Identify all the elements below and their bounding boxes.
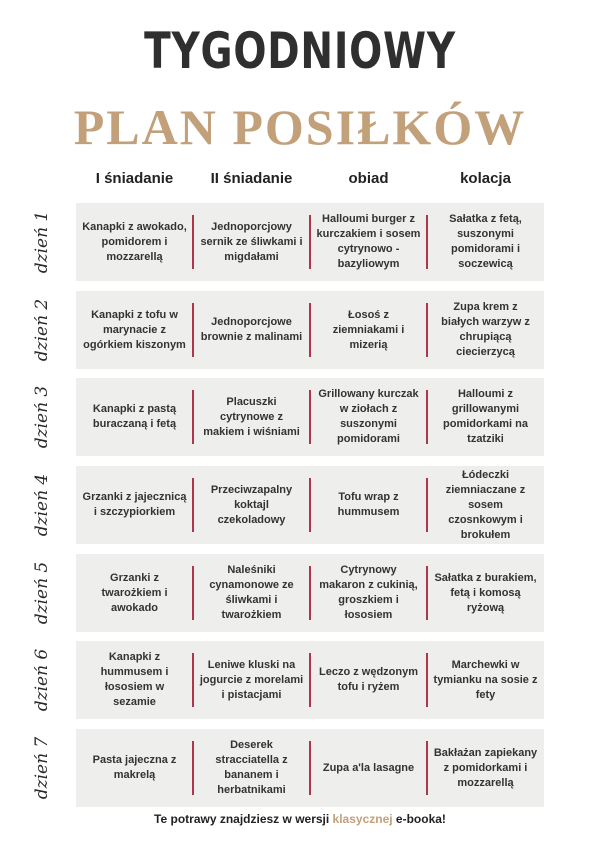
column-header-dinner: kolacja	[460, 170, 511, 187]
column-header-breakfast: I śniadanie	[95, 170, 174, 187]
footer-text-before: Te potrawy znajdziesz w wersji	[154, 812, 333, 826]
meal-cell: Grzanki z jajecznicą i szczypiorkiem	[82, 491, 187, 518]
meal-row	[76, 641, 544, 719]
meal-cell: Placuszki cytrynowe z makiem i wiśniami	[203, 395, 300, 438]
meal-cell: Przeciwzapalny koktajl czekoladowy	[210, 483, 293, 526]
meal-row	[76, 729, 544, 807]
footer-note	[0, 812, 600, 826]
meal-cell: Kanapki z hummusem i łososiem w sezamie	[100, 651, 169, 708]
meal-cell: Kanapki z pastą buraczaną i fetą	[92, 403, 177, 430]
meal-cell: Naleśniki cynamonowe ze śliwkami i twarożkiem	[209, 564, 294, 621]
meal-cell: Leniwe kluski na jogurcie z morelami i pistacjami	[199, 658, 304, 701]
meal-cell: Cytrynowy makaron z cukinią, groszkiem i łososiem	[319, 564, 418, 621]
meal-cell: Kanapki z awokado, pomidorem i mozzarellą	[82, 220, 187, 263]
day-label-text: dzień 7	[32, 736, 52, 800]
column-header-lunch: obiad	[348, 170, 389, 187]
meal-cell: Sałatka z burakiem, fetą i komosą ryżową	[434, 571, 537, 614]
day-label	[12, 378, 72, 456]
day-label	[12, 641, 72, 719]
meal-cell: Grzanki z twarożkiem i awokado	[101, 571, 168, 614]
meal-cell: Pasta jajeczna z makrelą	[92, 754, 177, 781]
meal-cell: Łódeczki ziemniaczane z sosem czosnkowym i brokułem	[445, 468, 526, 541]
meal-cell: Halloumi burger z kurczakiem i sosem cytrynowo - bazyliowym	[316, 213, 421, 270]
day-label-text: dzień 6	[32, 648, 52, 712]
day-label	[12, 291, 72, 369]
meal-cell: Łosoś z ziemniakami i mizerią	[332, 308, 405, 351]
day-label	[12, 203, 72, 281]
day-label-text: dzień 2	[32, 298, 52, 362]
meal-row	[76, 203, 544, 281]
meal-cell: Deserek stracciatella z bananem i herbatnikami	[215, 739, 288, 796]
meal-row	[76, 466, 544, 544]
meal-cell: Jednoporcjowy sernik ze śliwkami i migdałami	[200, 220, 303, 263]
meal-row	[76, 554, 544, 632]
title-line-2: PLAN POSIŁKÓW	[73, 99, 527, 155]
column-header-second-breakfast: II śniadanie	[210, 170, 293, 187]
meal-row	[76, 291, 544, 369]
column-headers	[76, 170, 544, 190]
day-label	[12, 729, 72, 807]
meal-cell: Bakłażan zapiekany z pomidorkami i mozzarellą	[433, 746, 538, 789]
meal-cell: Kanapki z tofu w marynacie z ogórkiem kiszonym	[83, 308, 186, 351]
meal-cell: Grillowany kurczak w ziołach z suszonymi pomidorami	[318, 388, 419, 445]
day-label-text: dzień 4	[32, 473, 52, 537]
meal-cell: Zupa krem z białych warzyw z chrupiącą ciecierzycą	[441, 301, 530, 358]
day-label	[12, 466, 72, 544]
meal-cell: Jednoporcjowe brownie z malinami	[200, 316, 303, 343]
meal-cell: Marchewki w tymianku na sosie z fety	[433, 658, 538, 701]
meal-cell: Leczo z wędzonym tofu i ryżem	[318, 666, 419, 693]
day-label-text: dzień 3	[32, 385, 52, 449]
meal-cell: Sałatka z fetą, suszonymi pomidorami i soczewicą	[449, 213, 522, 270]
meal-cell: Tofu wrap z hummusem	[337, 491, 400, 518]
meal-cell: Zupa a'la lasagne	[322, 761, 415, 774]
title-line-1: TYGODNIOWY	[144, 22, 456, 80]
day-label-text: dzień 1	[32, 210, 52, 274]
meal-row	[76, 378, 544, 456]
day-label-text: dzień 5	[32, 561, 52, 625]
day-label	[12, 554, 72, 632]
meal-cell: Halloumi z grillowanymi pomidorkami na tzatziki	[443, 388, 528, 445]
footer-highlight: klasycznej	[332, 812, 393, 826]
footer-text-after: e-booka!	[392, 812, 446, 826]
